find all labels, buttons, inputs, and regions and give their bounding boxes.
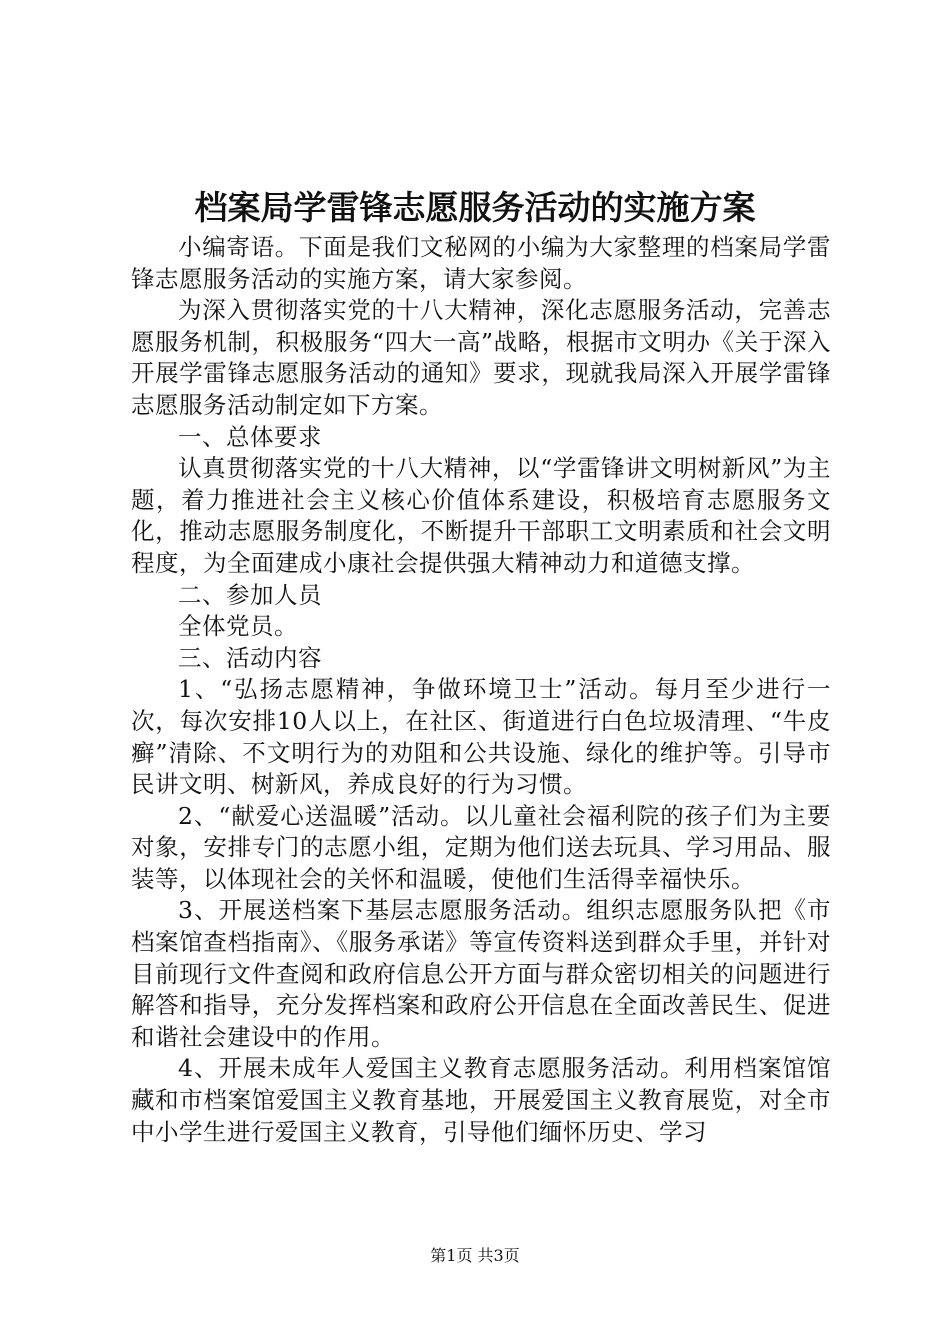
document-title: 档案局学雷锋志愿服务活动的实施方案 [194, 188, 756, 227]
paragraph-purpose: 为深入贯彻落实党的十八大精神，深化志愿服务活动，完善志愿服务机制，积极服务“四大一高”战略，根据市文明办《关于深入开展学雷锋志愿服务活动的通知》要求，现就我局深入开展学雷锋志愿服务活动制定如下方案。 [131, 296, 831, 419]
section-heading-participants: 二、参加人员 [178, 580, 322, 609]
paragraph-general-requirements: 认真贯彻落实党的十八大精神，以“学雷锋讲文明树新风”为主题，着力推进社会主义核心价值体系建设，积极培育志愿服务文化，推动志愿服务制度化，不断提升干部职工文明素质和社会文明程度，为全面建成小康社会提供强大精神动力和道德支撑。 [131, 454, 831, 577]
paragraph-activity-4: 4、开展未成年人爱国主义教育志愿服务活动。利用档案馆馆藏和市档案馆爱国主义教育基地，开展爱国主义教育展览，对全市中小学生进行爱国主义教育，引导他们缅怀历史、学习 [131, 1054, 831, 1146]
paragraph-participants: 全体党员。 [178, 612, 298, 641]
section-heading-general-requirements: 一、总体要求 [178, 422, 322, 451]
paragraph-intro: 小编寄语。下面是我们文秘网的小编为大家整理的档案局学雷锋志愿服务活动的实施方案，请大家参阅。 [131, 233, 831, 293]
document-body [131, 232, 831, 1148]
paragraph-activity-3: 3、开展送档案下基层志愿服务活动。组织志愿服务队把《市档案馆查档指南》、《服务承诺》等宣传资料送到群众手里，并针对目前现行文件查阅和政府信息公开方面与群众密切相关的问题进行解答和指导，充分发挥档案和政府公开信息在全面改善民生、促进和谐社会建设中的作用。 [131, 896, 831, 1051]
paragraph-activity-2: 2、“献爱心送温暖”活动。以儿童社会福利院的孩子们为主要对象，安排专门的志愿小组，定期为他们送去玩具、学习用品、服装等，以体现社会的关怀和温暖，使他们生活得幸福快乐。 [131, 801, 831, 893]
paragraph-activity-1: 1、“弘扬志愿精神，争做环境卫士”活动。每月至少进行一次，每次安排10人以上，在社区、街道进行白色垃圾清理、“牛皮癣”清除、不文明行为的劝阻和公共设施、绿化的维护等。引导市民讲文明、树新风，养成良好的行为习惯。 [131, 675, 831, 799]
page-footer: 第1页 共3页 [430, 1246, 520, 1265]
section-heading-activities: 三、活动内容 [178, 643, 322, 672]
